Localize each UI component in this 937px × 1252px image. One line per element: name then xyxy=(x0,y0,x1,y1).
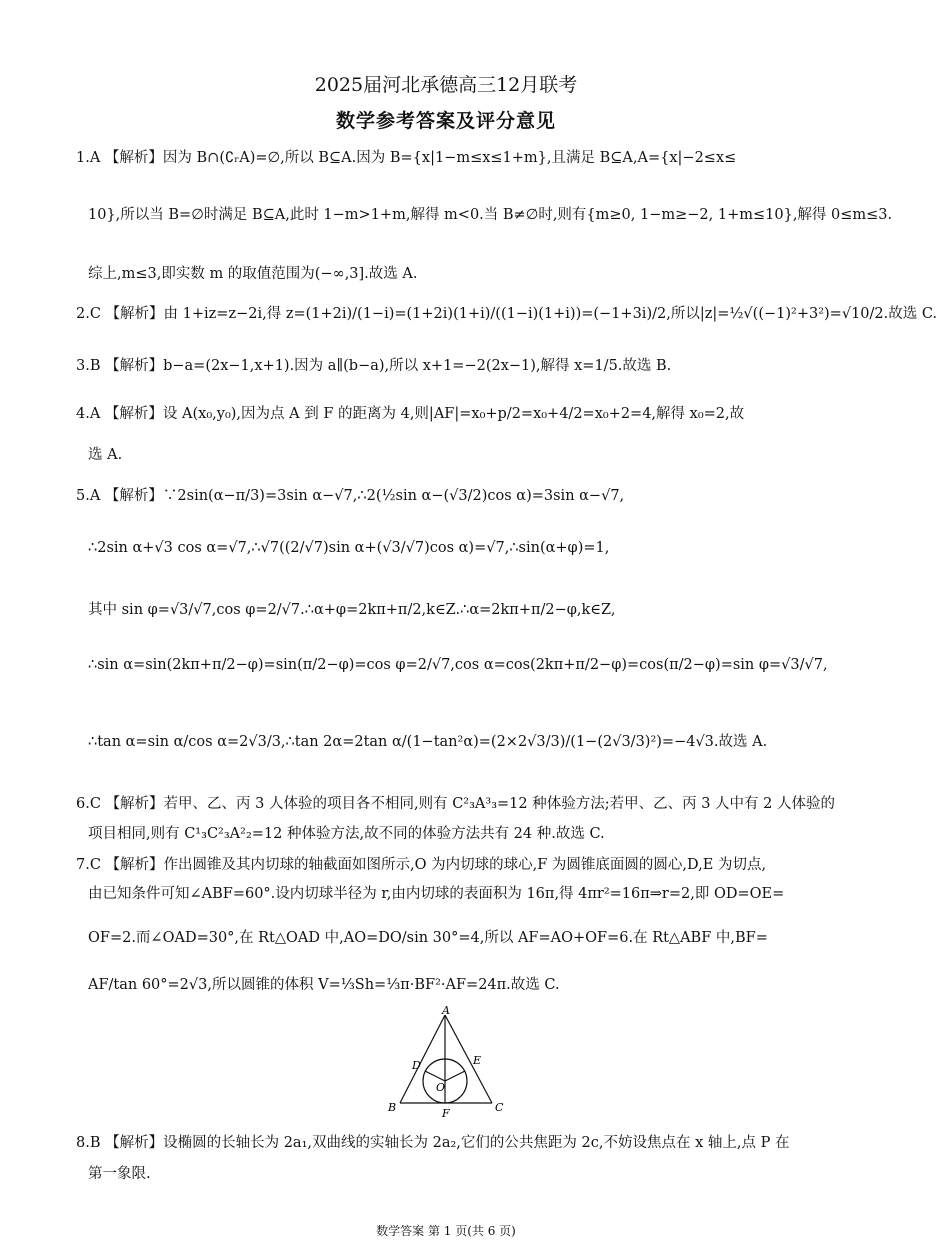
label-f: F xyxy=(442,1107,450,1120)
answer-7-line-2: 由已知条件可知∠ABF=60°.设内切球半径为 r,由内切球的表面积为 16π,得 4πr²=16π⇒r=2,即 OD=OE= xyxy=(88,886,785,902)
answer-1-line-1: 1.A 【解析】因为 B∩(∁ᵣA)=∅,所以 B⊆A.因为 B={x|1−m≤x≤1+m},且满足 B⊆A,A={x|−2≤x≤ xyxy=(76,150,737,166)
answer-7-line-1: 7.C 【解析】作出圆锥及其内切球的轴截面如图所示,O 为内切球的球心,F 为圆锥底面圆的圆心,D,E 为切点, xyxy=(76,857,767,873)
label-o: O xyxy=(436,1081,446,1094)
answer-1-line-2: 10},所以当 B=∅时满足 B⊆A,此时 1−m>1+m,解得 m<0.当 B≠∅时,则有{m≥0, 1−m≥−2, 1+m≤10},解得 0≤m≤3. xyxy=(88,207,893,223)
answer-4-line-2: 选 A. xyxy=(88,447,123,463)
page-footer: 数学答案 第 1 页(共 6 页) xyxy=(376,1224,516,1238)
answer-4-line-1: 4.A 【解析】设 A(x₀,y₀),因为点 A 到 F 的距离为 4,则|AF|=x₀+p/2=x₀+4/2=x₀+2=4,解得 x₀=2,故 xyxy=(76,406,745,422)
answer-6-line-2: 项目相同,则有 C¹₃C²₃A²₂=12 种体验方法,故不同的体验方法共有 24 种.故选 C. xyxy=(88,826,605,842)
label-a: A xyxy=(442,1004,450,1017)
answer-5-line-3: 其中 sin φ=√3/√7,cos φ=2/√7.∴α+φ=2kπ+π/2,k∈Z.∴α=2kπ+π/2−φ,k∈Z, xyxy=(88,602,616,618)
answer-7-line-4: AF/tan 60°=2√3,所以圆锥的体积 V=⅓Sh=⅓π·BF²·AF=24π.故选 C. xyxy=(88,977,560,993)
answer-key-title: 数学参考答案及评分意见 xyxy=(335,110,556,132)
answer-5-line-2: ∴2sin α+√3 cos α=√7,∴√7((2/√7)sin α+(√3/√7)cos α)=√7,∴sin(α+φ)=1, xyxy=(88,540,610,556)
answer-5-line-1: 5.A 【解析】∵2sin(α−π/3)=3sin α−√7,∴2(½sin α−(√3/2)cos α)=3sin α−√7, xyxy=(76,488,625,504)
exam-title: 2025届河北承德高三12月联考 xyxy=(314,74,578,96)
label-d: D xyxy=(412,1059,421,1072)
answer-2-line-1: 2.C 【解析】由 1+iz=z−2i,得 z=(1+2i)/(1−i)=(1+2i)(1+i)/((1−i)(1+i))=(−1+3i)/2,所以|z|=½√((−1)²+3²)=√10/2.故选 C. xyxy=(76,306,937,322)
label-b: B xyxy=(388,1101,397,1114)
answer-1-line-3: 综上,m≤3,即实数 m 的取值范围为(−∞,3].故选 A. xyxy=(88,266,418,282)
answer-7-line-3: OF=2.而∠OAD=30°,在 Rt△OAD 中,AO=DO/sin 30°=4,所以 AF=AO+OF=6.在 Rt△ABF 中,BF= xyxy=(88,930,768,946)
answer-5-line-4: ∴sin α=sin(2kπ+π/2−φ)=sin(π/2−φ)=cos φ=2/√7,cos α=cos(2kπ+π/2−φ)=cos(π/2−φ)=sin φ=√3/√7, xyxy=(88,657,828,673)
answer-6-line-1: 6.C 【解析】若甲、乙、丙 3 人体验的项目各不相同,则有 C²₃A³₃=12 种体验方法;若甲、乙、丙 3 人中有 2 人体验的 xyxy=(76,796,835,812)
label-e: E xyxy=(473,1054,482,1067)
answer-3-line-1: 3.B 【解析】b−a=(2x−1,x+1).因为 a∥(b−a),所以 x+1=−2(2x−1),解得 x=1/5.故选 B. xyxy=(76,358,672,374)
answer-8-line-2: 第一象限. xyxy=(88,1166,151,1182)
label-c: C xyxy=(495,1101,504,1114)
answer-8-line-1: 8.B 【解析】设椭圆的长轴长为 2a₁,双曲线的实轴长为 2a₂,它们的公共焦距为 2c,不妨设焦点在 x 轴上,点 P 在 xyxy=(76,1135,790,1151)
cone-cross-section-figure xyxy=(380,1005,520,1120)
answer-5-line-5: ∴tan α=sin α/cos α=2√3/3,∴tan 2α=2tan α/(1−tan²α)=(2×2√3/3)/(1−(2√3/3)²)=−4√3.故选 A. xyxy=(88,734,768,750)
